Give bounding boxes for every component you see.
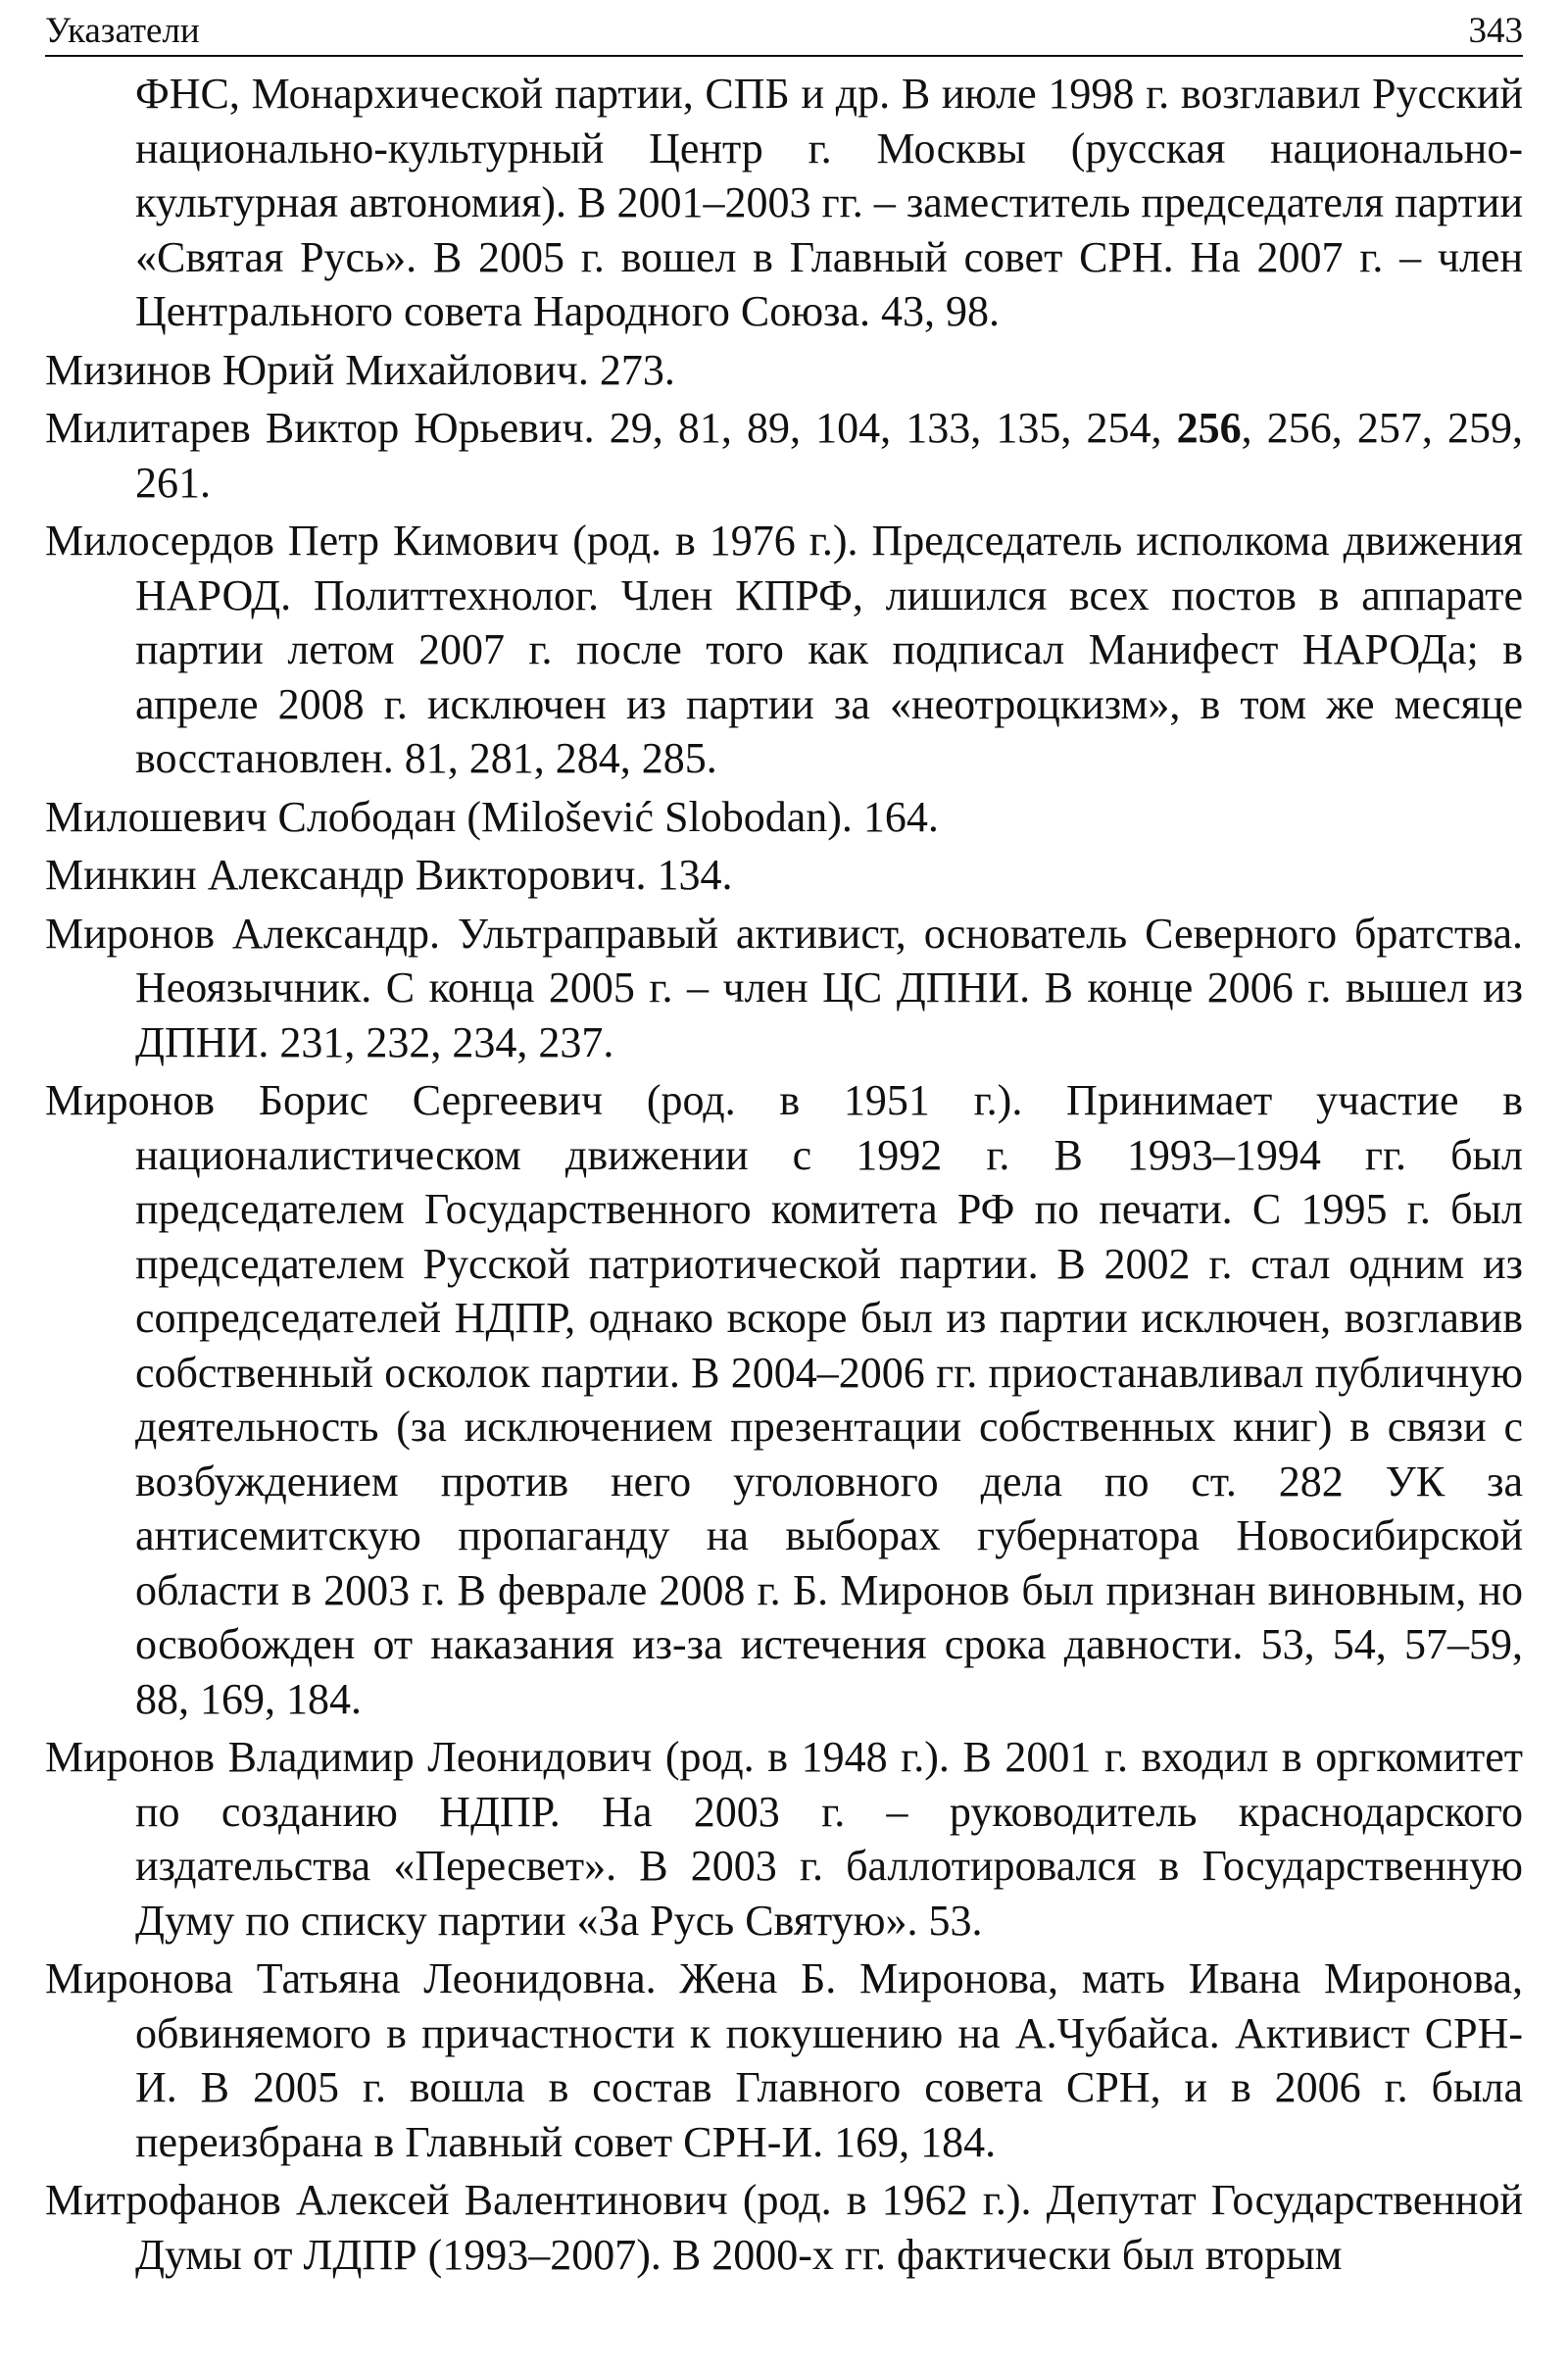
- index-entry: Мизинов Юрий Михайлович. 273.: [45, 345, 675, 394]
- index-entry: Милосердов Петр Кимович (род. в 1976 г.). Председатель исполкома движения НАРОД. Политтехнолог. Член КПРФ, лишился всех постов в аппарате партии летом 2007 г. после того как подписал Манифест НАРОДа; в апреле 2008 г. исключен из партии за «неотроцкизм», в том же месяце восстановлен. 81, 281, 284, 285.: [45, 517, 1523, 782]
- index-entry: Миронов Александр. Ультраправый активист, основатель Северного братства. Неоязычник. С конца 2005 г. – член ЦС ДПНИ. В конце 2006 г. вышел из ДПНИ. 231, 232, 234, 237.: [45, 909, 1523, 1066]
- index-entry: [45, 401, 1523, 510]
- section-title: Указатели: [45, 11, 200, 51]
- index-entry: Миронов Владимир Леонидович (род. в 1948 г.). В 2001 г. входил в оргкомитет по созданию НДПР. На 2003 г. – руководитель краснодарского издательства «Пересвет». В 2003 г. баллотировался в Государственную Думу по списку партии «За Русь Святую». 53.: [45, 1733, 1523, 1945]
- bold-page-ref: 256: [1176, 404, 1242, 452]
- entry-text: , 256, 257, 259, 261.: [135, 404, 1523, 507]
- index-entry: ФНС, Монархической партии, СПБ и др. В июле 1998 г. возглавил Русский национально-культурный Центр г. Москвы (русская национально-культурная автономия). В 2001–2003 гг. – заместитель председателя партии «Святая Русь». В 2005 г. вошел в Главный совет СРН. На 2007 г. – член Центрального совета Народного Союза. 43, 98.: [135, 70, 1523, 335]
- page-number: 343: [1468, 11, 1523, 51]
- entry-text: Милитарев Виктор Юрьевич. 29, 81, 89, 104, 133, 135, 254,: [45, 404, 1177, 452]
- running-head: [45, 6, 1523, 57]
- index-entries: [45, 67, 1523, 2286]
- index-entry: Миронов Борис Сергеевич (род. в 1951 г.). Принимает участие в националистическом движении с 1992 г. В 1993–1994 гг. был председателем Государственного комитета РФ по печати. С 1995 г. был председателем Русской патриотической партии. В 2002 г. стал одним из сопредседателей НДПР, однако вскоре был из партии исключен, возглавив собственный осколок партии. В 2004–2006 гг. приостанавливал публичную деятельность (за исключением презентации собственных книг) в связи с возбуждением против него уголовного дела по ст. 282 УК за антисемитскую пропаганду на выборах губернатора Новосибирской области в 2003 г. В феврале 2008 г. Б. Миронов был признан виновным, но освобожден от наказания из-за истечения срока давности. 53, 54, 57–59, 88, 169, 184.: [45, 1076, 1523, 1723]
- index-entry: Митрофанов Алексей Валентинович (род. в 1962 г.). Депутат Государственной Думы от ЛДПР (1993–2007). В 2000-х гг. фактически был вторым: [45, 2176, 1523, 2279]
- index-entry: Минкин Александр Викторович. 134.: [45, 851, 733, 899]
- index-entry: Миронова Татьяна Леонидовна. Жена Б. Миронова, мать Ивана Миронова, обвиняемого в причастности к покушению на А.Чубайса. Активист СРН-И. В 2005 г. вошла в состав Главного совета СРН, и в 2006 г. была переизбрана в Главный совет СРН-И. 169, 184.: [45, 1954, 1523, 2166]
- index-entry: Милошевич Слободан (Milošević Slobodan). 164.: [45, 792, 939, 841]
